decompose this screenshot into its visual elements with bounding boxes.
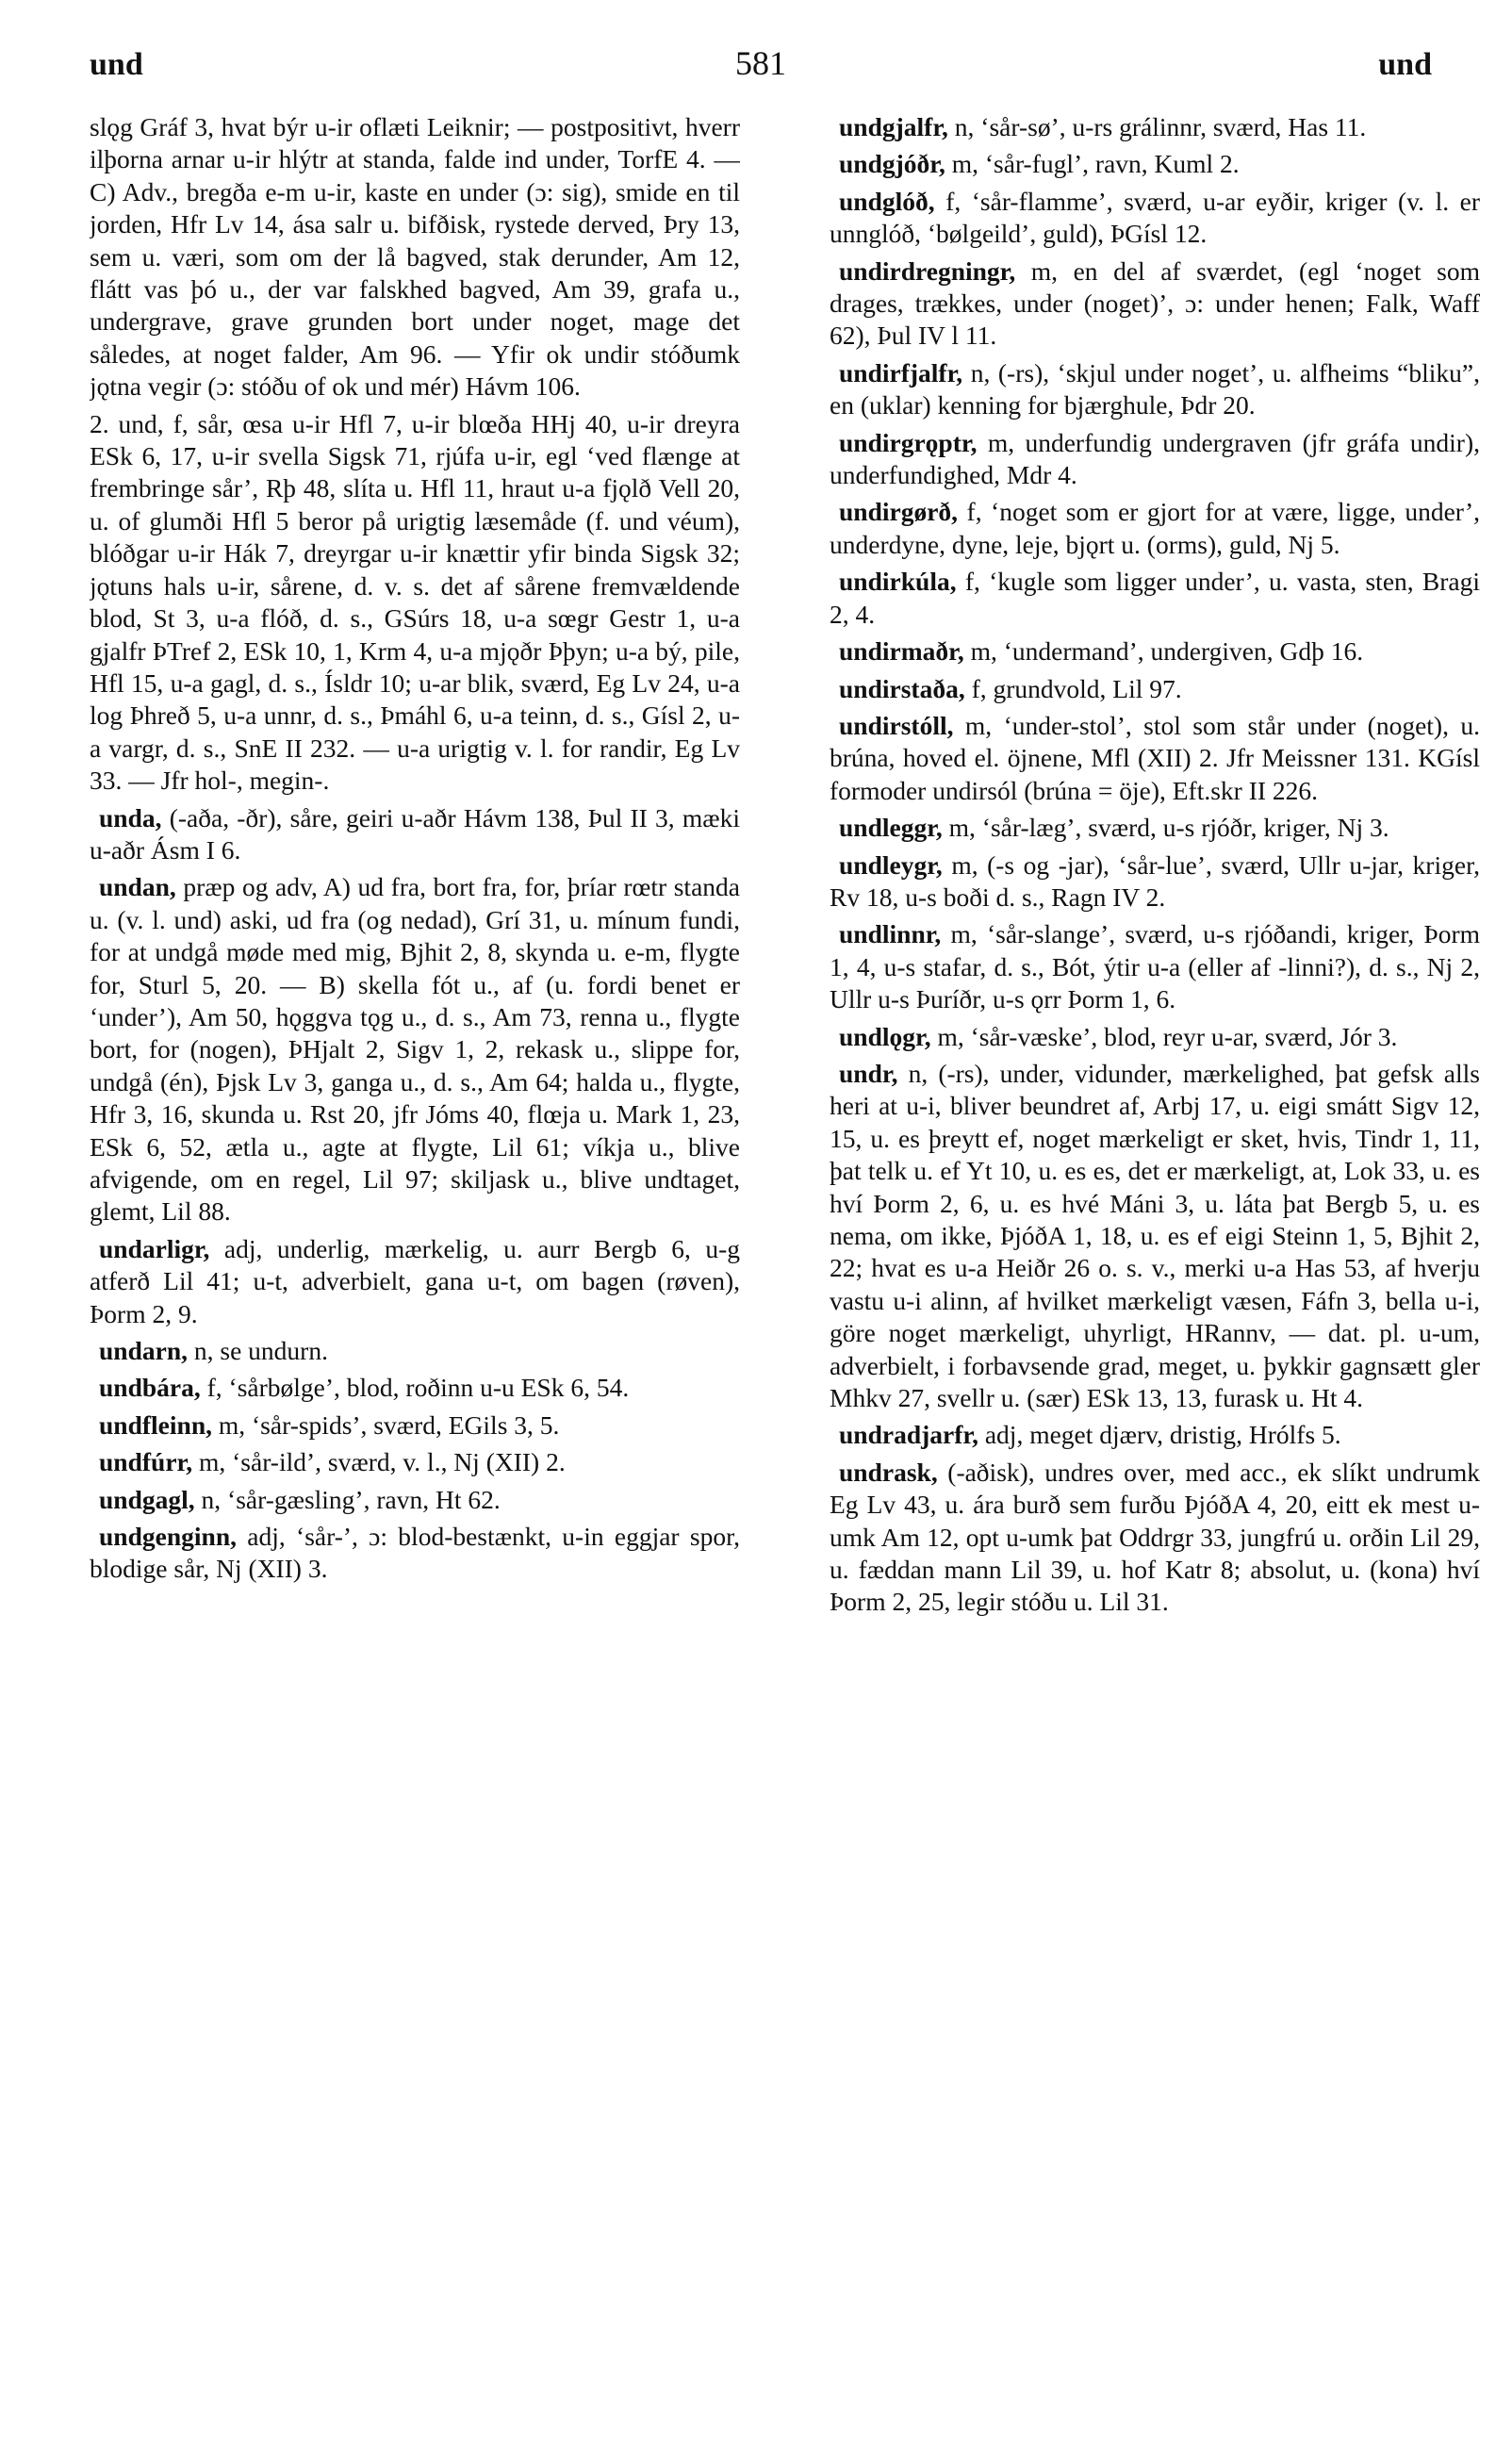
entry-headword: undirstóll,	[839, 710, 954, 740]
entry-headword: undr,	[839, 1058, 898, 1088]
entry-text: m, ‘undermand’, undergiven, Gdþ 16.	[963, 636, 1364, 667]
entry-text: m, ‘sår-væske’, blod, reyr u-ar, sværd, Jór 3.	[930, 1021, 1398, 1051]
entry-headword: undleggr,	[839, 813, 943, 843]
entry-headword: undirdregningr,	[839, 255, 1016, 286]
entry-text: (-aðisk), undres over, med acc., ek slíkt undrumk Eg Lv 43, u. ára burð sem furðu ÞjóðA 4, 20, eitt ek mest u-umk Am 12, opt u-umk þat Oddrgr 33, jungfrú u. orðin Lil 29, u. fæddan mann Lil 39, u. hof Katr 8; absolut, u. (kona) hví Þorm 2, 25, legir stóðu u. Lil 31.	[830, 1457, 1480, 1617]
dictionary-entry	[830, 710, 1480, 807]
entry-text: adj, meget djærv, dristig, Hrólfs 5.	[978, 1420, 1341, 1450]
running-head-right: und	[1378, 47, 1432, 82]
entry-headword: undirgørð,	[839, 497, 959, 527]
entry-headword: undirgrǫptr,	[839, 427, 978, 457]
dictionary-entry	[90, 1372, 740, 1404]
entry-headword: undglóð,	[839, 186, 935, 216]
dictionary-entry	[90, 1409, 740, 1442]
page-header	[90, 44, 1432, 94]
entry-headword: undirmaðr,	[839, 636, 964, 667]
entry-text: m, ‘sår-ild’, sværd, v. l., Nj (XII) 2.	[192, 1447, 566, 1477]
dictionary-entry	[830, 255, 1480, 353]
entry-text: f, ‘noget som er gjort for at være, ligge, under’, underdyne, dyne, leje, bjǫrt u. (orms), guld, Nj 5.	[830, 497, 1480, 559]
dictionary-entry	[90, 871, 740, 1228]
entry-text: n, ‘sår-sø’, u-rs grálinnr, sværd, Has 11.	[947, 112, 1367, 141]
entry-headword: undfleinn,	[99, 1409, 212, 1440]
dictionary-entry	[830, 1419, 1480, 1451]
page-number: 581	[735, 44, 786, 82]
entry-text: n, ‘sår-gæsling’, ravn, Ht 62.	[194, 1484, 501, 1514]
dictionary-entry	[90, 111, 740, 404]
dictionary-entry	[90, 1335, 740, 1367]
dictionary-entry	[830, 812, 1480, 844]
left-column	[90, 111, 740, 2411]
dictionary-entry	[830, 427, 1480, 492]
dictionary-entry	[830, 1058, 1480, 1414]
entry-headword: undgagl,	[99, 1484, 195, 1514]
dictionary-entry	[830, 849, 1480, 915]
entry-text: slǫg Gráf 3, hvat býr u-ir oflæti Leiknir; — postpositivt, hverr ilþorna arnar u-ir hlýtr at standa, falde ind under, TorfE 4. — C) Adv., bregða e-m u-ir, kaste en under (ɔ: sig), smide en til jorden, Hfr Lv 14, ása salr u. bifðisk, rystede derved, Þry 13, sem u. væri, som om der lå bagved, stak derunder, Am 12, flátt vas þó u., der var falskhed bagved, Am 39, grafa u., undergrave, grave grunden bort under noget, mage det således, at noget falder, Am 96. — Yfir ok undir stóðumk jǫtna vegir (ɔ: stóðu of ok und mér) Hávm 106.	[90, 112, 740, 402]
entry-text: m, ‘under-stol’, stol som står under (noget), u. brúna, hoved el. öjnene, Mfl (XII) 2. Jfr Meissner 131. KGísl formoder undirsól (brúna = öje), Eft.skr II 226.	[830, 710, 1480, 805]
entry-headword: undrask,	[839, 1457, 938, 1487]
entry-headword: undirfjalfr,	[839, 357, 963, 387]
dictionary-entry	[830, 357, 1480, 422]
entry-headword: undfúrr,	[99, 1447, 193, 1477]
entry-text: f, grundvold, Lil 97.	[964, 673, 1182, 703]
entry-headword: undgenginn,	[99, 1522, 237, 1552]
dictionary-entry	[90, 802, 740, 867]
entry-text: n, (-rs), ‘skjul under noget’, u. alfheims “bliku”, en (uklar) kenning for bjærghule, Þdr 20.	[830, 357, 1480, 420]
dictionary-entry	[90, 1521, 740, 1586]
entry-text: n, se undurn.	[188, 1336, 328, 1366]
entry-text: 2. und, f, sår, œsa u-ir Hfl 7, u-ir blœða HHj 40, u-ir dreyra ESk 6, 17, u-ir svella Sigsk 71, rjúfa u-ir, egl ‘ved flænge at frembringe sår’, Rþ 48, slíta u. Hfl 11, hraut u-a fjǫlð Vell 20, u. of glumði Hfl 5 beror på urigtig læsemåde (f. und véum), blóðgar u-ir Hák 7, dreyrgar u-ir knættir yfir binda Sigsk 32; jǫtuns hals u-ir, sårene, d. v. s. det af sårene fremvældende blod, St 3, u-a flóð, d. s., GSúrs 18, u-a sœgr Gestr 1, u-a gjalfr ÞTref 2, ESk 10, 1, Krm 4, u-a mjǫðr Þþyn; u-a bý, pile, Hfl 15, u-a gagl, d. s., Ísldr 10; u-ar blik, sværd, Eg Lv 24, u-a log Þhreð 5, u-a unnr, d. s., Þmáhl 6, u-a teinn, d. s., Gísl 2, u-a vargr, d. s., SnE II 232. — u-a urigtig v. l. for randir, Eg Lv 33. — Jfr hol-, megin-.	[90, 408, 740, 796]
entry-headword: undleygr,	[839, 849, 943, 880]
entry-text: m, (-s og -jar), ‘sår-lue’, sværd, Ullr u-jar, kriger, Rv 18, u-s boði d. s., Ragn IV 2.	[830, 849, 1480, 912]
dictionary-entry	[830, 186, 1480, 251]
entry-headword: unda,	[99, 802, 162, 832]
entry-text: (-aða, -ðr), såre, geiri u-aðr Hávm 138, Þul II 3, mæki u-aðr Ásm I 6.	[90, 802, 740, 865]
entry-headword: undarn,	[99, 1336, 189, 1366]
entry-headword: undirkúla,	[839, 567, 957, 597]
entry-text: f, ‘kugle som ligger under’, u. vasta, sten, Bragi 2, 4.	[830, 567, 1480, 629]
entry-text: m, ‘sår-slange’, sværd, u-s rjóðandi, kriger, Þorm 1, 4, u-s stafar, d. s., Bót, ýtir u-a (eller af -linni?), d. s., Nj 2, Ullr u-s Þuríðr, u-s ǫrr Þorm 1, 6.	[830, 919, 1480, 1014]
dictionary-entry	[830, 1457, 1480, 1619]
entry-headword: undlinnr,	[839, 919, 942, 949]
dictionary-entry	[830, 148, 1480, 180]
entry-text: m, ‘sår-fugl’, ravn, Kuml 2.	[945, 149, 1240, 179]
entry-text: m, ‘sår-læg’, sværd, u-s rjóðr, kriger, Nj 3.	[942, 813, 1389, 843]
entry-headword: undbára,	[99, 1373, 201, 1403]
running-head-left: und	[90, 47, 143, 82]
dictionary-entry	[90, 408, 740, 798]
entry-text: n, (-rs), under, vidunder, mærkelighed, þat gefsk alls heri at u-i, bliver beundret af, Arbj 17, u. eigi smátt Sigv 12, 15, u. es þreytt ef, noget mærkeligt er sket, hvis, Tindr 1, 11, þat telk u. ef Yt 10, u. es es, det er mærkeligt, at, Lok 33, u. es hví Þorm 2, 6, u. es hvé Máni 3, u. láta þat Bergb 5, u. es nema, om ikke, ÞjóðA 1, 18, u. es ef eigi Steinn 1, 5, Bjhit 2, 22; hvat es u-a Heiðr 26 o. s. v., merki u-a Has 53, af hverju vastu u-i alinn, af hvilket mærkeligt væsen, Fáfn 3, bella u-i, göre noget mærkeligt, uhyrligt, HRannv, — dat. pl. u-um, adverbielt, i forbavsende grad, meget, u. þykkir gagnsætt gler Mhkv 27, svellr u. (sær) ESk 13, 13, furask u. Ht 4.	[830, 1058, 1480, 1413]
dictionary-entry	[830, 635, 1480, 667]
entry-headword: undgjóðr,	[839, 149, 945, 179]
right-column	[830, 111, 1480, 2411]
dictionary-entry	[830, 918, 1480, 1015]
dictionary-entry	[830, 111, 1480, 143]
dictionary-entry	[830, 566, 1480, 631]
dictionary-entry	[90, 1484, 740, 1516]
dictionary-entry	[90, 1446, 740, 1478]
dictionary-entry	[830, 673, 1480, 705]
entry-headword: undirstaða,	[839, 673, 965, 703]
entry-text: f, ‘sår-flamme’, sværd, u-ar eyðir, kriger (v. l. er unnglóð, ‘bølgeild’, guld), ÞGísl 12.	[830, 186, 1480, 249]
entry-headword: undan,	[99, 872, 176, 902]
dictionary-entry	[90, 1233, 740, 1330]
entry-text: f, ‘sårbølge’, blod, roðinn u-u ESk 6, 54.	[200, 1373, 630, 1403]
entry-text: præp og adv, A) ud fra, bort fra, for, þríar rœtr standa u. (v. l. und) aski, ud fra (og nedad), Grí 31, u. mínum fundi, for at undgå møde med mig, Bjhit 2, 8, skynda u. e-m, flygte for, Sturl 5, 20. — B) skella fót u., af (u. fordi benet er ‘under’), Am 50, hǫggva tǫg u., d. s., Am 73, renna u., flygte bort, for (nogen), ÞHjalt 2, Sigv 1, 2, rekask u., slippe for, undgå (én), Þjsk Lv 3, ganga u., d. s., Am 64; halda u., flygte, Hfr 3, 16, skunda u. Rst 20, jfr Jóms 40, flœja u. Mark 1, 23, ESk 6, 52, ætla u., agte at flygte, Lil 61; víkja u., blive afvigende, om en regel, Lil 97; skiljask u., blive undtaget, glemt, Lil 88.	[90, 872, 740, 1227]
dictionary-entry	[830, 496, 1480, 561]
entry-headword: undgjalfr,	[839, 112, 948, 141]
entry-headword: undradjarfr,	[839, 1420, 978, 1450]
entry-text: adj, underlig, mærkelig, u. aurr Bergb 6, u-g atferð Lil 41; u-t, adverbielt, gana u-t, om bagen (røven), Þorm 2, 9.	[90, 1233, 740, 1328]
dictionary-entry	[830, 1021, 1480, 1053]
entry-text: m, ‘sår-spids’, sværd, EGils 3, 5.	[212, 1409, 560, 1440]
entry-text: m, en del af sværdet, (egl ‘noget som drages, trækkes, under (noget)’, ɔ: under henen; Falk, Waff 62), Þul IV l 11.	[830, 255, 1480, 351]
entry-text: m, underfundig undergraven (jfr gráfa undir), underfundighed, Mdr 4.	[830, 427, 1480, 490]
entry-headword: undlǫgr,	[839, 1021, 931, 1051]
entry-headword: undarligr,	[99, 1233, 210, 1263]
entry-text: adj, ‘sår-’, ɔ: blod-bestænkt, u-in eggjar spor, blodige sår, Nj (XII) 3.	[90, 1522, 740, 1584]
